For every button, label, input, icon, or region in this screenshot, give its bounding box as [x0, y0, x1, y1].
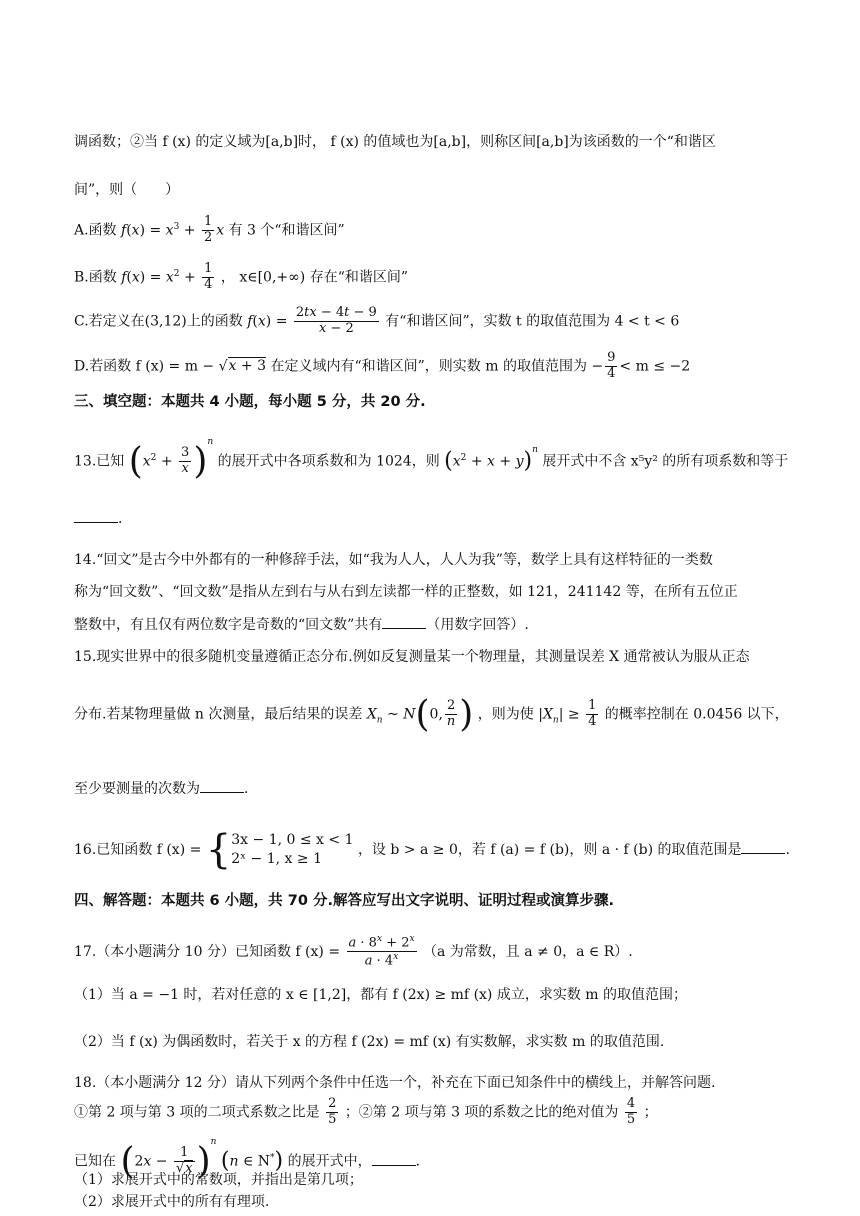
q13-line1: 13.已知 ($x^2$ + $\frac{3}{x}$ )$^n$ 的展开式中各项系数和为 1024，则 $(x^2 + x + y)^n$ 展开式中不含 x⁵y² 的所有项系数和等于 — [74, 436, 789, 482]
q15-line2: 分布.若某物理量做 n 次测量，最后结果的误差 $X_n$ ~ N(0, $\frac{2}{n}$ ) ，则为使 $|X_n|$ ≥ $\frac{1}{4}$ 的概率控制在 0.0456 以下， — [74, 694, 789, 735]
q18-part-1-display: （1）求展开式中的常数项，并指出是第几项； — [74, 1172, 363, 1188]
q17-part2: （2）当 f (x) 为偶函数时，若关于 x 的方程 f (2x) = mf (x) 有实数解，求实数 m 的取值范围. — [74, 1034, 665, 1050]
q17-part1: （1）当 a = −1 时，若对任意的 x ∈ [1,2]，都有 f (2x) ≥ mf (x) 成立，求实数 m 的取值范围； — [74, 987, 688, 1003]
q18-part-2-display: （2）求展开式中的所有有理项. — [74, 1194, 270, 1210]
q18-line3: 已知在 (2x − $\frac{1}{√x}$ )$^n$ (n ∈ N*) 的展开式中， . — [74, 1136, 421, 1182]
q12-option-d: D.若函数 f (x) = m − √x + 3 在定义域内有“和谐区间”，则实数 m 的取值范围为 − $\frac{9}{4}$ < m ≤ −2 — [74, 350, 691, 381]
q15-line1: 15.现实世界中的很多随机变量遵循正态分布.例如反复测量某一个物理量，其测量误差 X 通常被认为服从正态 — [74, 649, 750, 665]
q12-option-c: C.若定义在(3,12)上的函数 f(x) = $\frac{2tx - 4t - 9}{x - 2}$ 有“和谐区间”，实数 t 的取值范围为 4 < t < 6 — [74, 305, 680, 336]
q12-line2: 间”，则（ ） — [74, 182, 180, 198]
q17-line: 17.（本小题满分 10 分）已知函数 f (x) = $\frac{a \cdot 8^x + 2^x}{a \cdot 4^x}$ （a 为常数，且 a ≠ 0，a ∈ R）. — [74, 934, 633, 969]
q12-option-b: B.函数 $f(x) = x^2$ + $\frac{1}{4}$ ， x∈[0,+∞) 存在“和谐区间” — [74, 261, 409, 292]
q14-answer-blank[interactable] — [382, 616, 426, 629]
section-4-heading: 四、解答题：本题共 6 小题，共 70 分.解答应写出文字说明、证明过程或演算步骤. — [74, 893, 614, 909]
q16-case1: 3x − 1, 0 ≤ x < 1 — [231, 832, 354, 849]
q12-line1: 调函数；②当 f (x) 的定义域为[a,b]时， f (x) 的值域也为[a,b]，则称区间[a,b]为该函数的一个“和谐区 — [74, 134, 716, 150]
q15-answer-blank[interactable] — [200, 780, 244, 793]
q18-line1: 18.（本小题满分 12 分）请从下列两个条件中任选一个，补充在下面已知条件中的横线上，并解答问题. — [74, 1075, 716, 1091]
q16-answer-blank[interactable] — [741, 841, 785, 854]
q18-conditions: ①第 2 项与第 3 项的二项式系数之比是 $\frac{2}{5}$ ；②第 2 项与第 3 项的系数之比的绝对值为 $\frac{4}{5}$ ； — [74, 1096, 658, 1127]
section-3-heading: 三、填空题：本题共 4 小题，每小题 5 分，共 20 分. — [74, 394, 426, 410]
q16-case2: 2ˣ − 1, x ≥ 1 — [231, 851, 322, 867]
q14-line1: 14.“回文”是古今中外都有的一种修辞手法，如“我为人人，人人为我”等，数学上具有这样特征的一类数 — [74, 552, 713, 568]
q13-answer-blank[interactable] — [74, 510, 118, 523]
q14-line3: 整数中，有且仅有两位数字是奇数的“回文数”共有 （用数字回答）. — [74, 617, 529, 633]
q15-line3: 至少要测量的次数为 . — [74, 781, 249, 797]
q18-condition-blank[interactable] — [372, 1153, 416, 1166]
q12-option-a: A.函数 $f(x) = x^3$ + $\frac{1}{2}$ x 有 3 个“和谐区间” — [74, 214, 345, 245]
q16-line: 16.已知函数 f (x) = { 3x − 1, 0 ≤ x < 1 2ˣ − 1, x ≥ 1 ，设 b > a ≥ 0，若 f (a) = f (b)，则 a · f (b) 的取值范围是 . — [74, 827, 790, 873]
q13-line2: . — [74, 510, 122, 528]
q14-line2: 称为“回文数”、“回文数”是指从左到右与从右到左读都一样的正整数，如 121，241142 等，在所有五位正 — [74, 584, 738, 600]
